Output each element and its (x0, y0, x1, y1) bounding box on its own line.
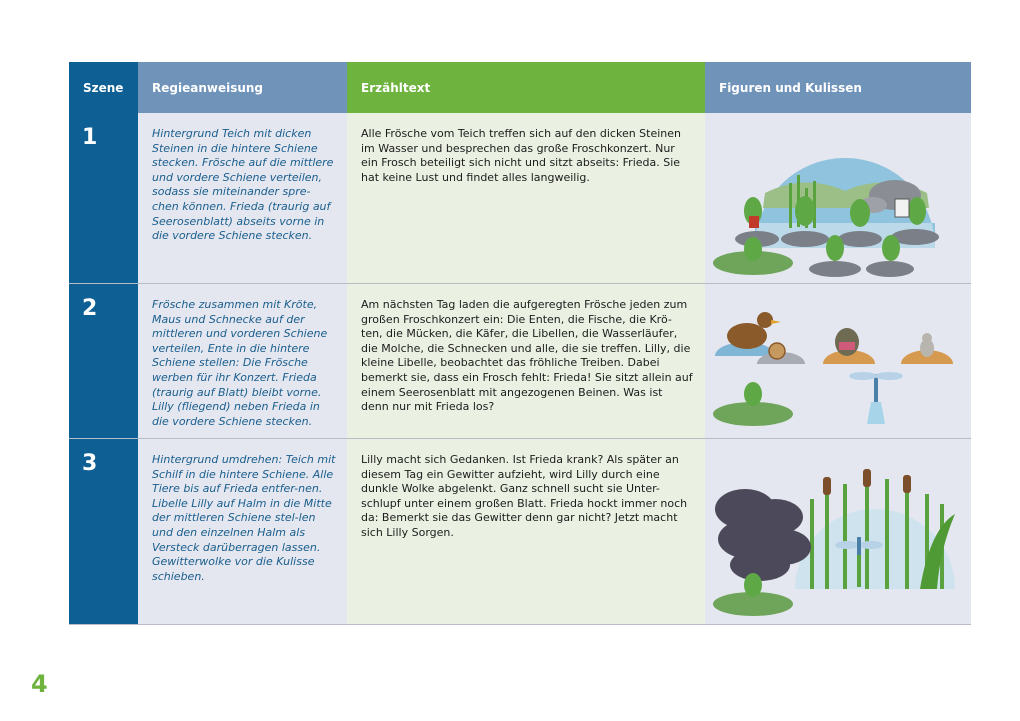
animals-illustration (705, 284, 971, 438)
stage-direction: Frösche zusammen mit Kröte, Maus und Schnecke auf der mittleren und vorderen Schiene verteilen, Ente in die hintere Schiene stellen: Die Frösche werben für ihr Konzert. Frieda (traurig auf Blatt) bleibt vorne. Lilly (fliegend) neben Frieda in die vordere Schiene stecken. (138, 284, 347, 438)
scene-figures-illustration (705, 439, 971, 624)
header-szene: Szene (69, 62, 138, 113)
scene-table (69, 62, 971, 625)
page-number: 4 (31, 670, 48, 698)
narration-text: Lilly macht sich Gedanken. Ist Frieda krank? Als später an diesem Tag ein Gewitter aufzieht, wird Lilly durch eine dunkle Wolke abgelenkt. Ganz schnell sucht sie Unter-schlupf unter einem großen Blatt. Frieda hockt immer noch da: Bemerkt sie das Gewitter denn gar nicht? Jetzt macht sich Lilly Sorgen. (347, 439, 705, 624)
stage-direction: Hintergrund Teich mit dicken Steinen in die hintere Schiene stecken. Frösche auf die mittlere und vordere Schiene verteilen, sodass sie miteinander spre-chen können. Frieda (traurig auf Seerosenblatt) abseits vorne in die vordere Schiene stecken. (138, 113, 347, 283)
header-erzaehltext: Erzähltext (347, 62, 705, 113)
scene-figures-illustration (705, 113, 971, 283)
scene-number: 3 (69, 439, 138, 624)
scene-number: 2 (69, 284, 138, 438)
stage-direction: Hintergrund umdrehen: Teich mit Schilf in die hintere Schiene. Alle Tiere bis auf Frieda entfer-nen. Libelle Lilly auf Halm in die Mitte der mittleren Schiene stel-len und den einzelnen Halm als Versteck darüberragen lassen. Gewitterwolke vor die Kulisse schieben. (138, 439, 347, 624)
header-figuren-kulissen: Figuren und Kulissen (705, 62, 971, 113)
scene-number: 1 (69, 113, 138, 283)
scene-figures-illustration (705, 284, 971, 438)
pond-frogs-illustration (705, 113, 971, 283)
storm-reeds-illustration (705, 439, 971, 624)
table-header (69, 62, 971, 113)
narration-text: Am nächsten Tag laden die aufgeregten Frösche jeden zum großen Froschkonzert ein: Die Enten, die Fische, die Krö-ten, die Mücken, die Käfer, die Libellen, die Wasserläufer, die Molche, die Schnecken und alle, die sie treffen. Lilly, die kleine Libelle, beobachtet das fröhliche Treiben. Dabei bemerkt sie, dass ein Frosch fehlt: Frieda! Sie sitzt allein auf einem Seerosenblatt mit angezogenen Beinen. Was ist denn nur mit Frieda los? (347, 284, 705, 438)
table-row (69, 439, 971, 625)
table-row (69, 113, 971, 284)
header-regieanweisung: Regieanweisung (138, 62, 347, 113)
narration-text: Alle Frösche vom Teich treffen sich auf den dicken Steinen im Wasser und besprechen das große Froschkonzert. Nur ein Frosch beteiligt sich nicht und sitzt abseits: Frieda. Sie hat keine Lust und findet alles langweilig. (347, 113, 705, 283)
table-row (69, 284, 971, 439)
